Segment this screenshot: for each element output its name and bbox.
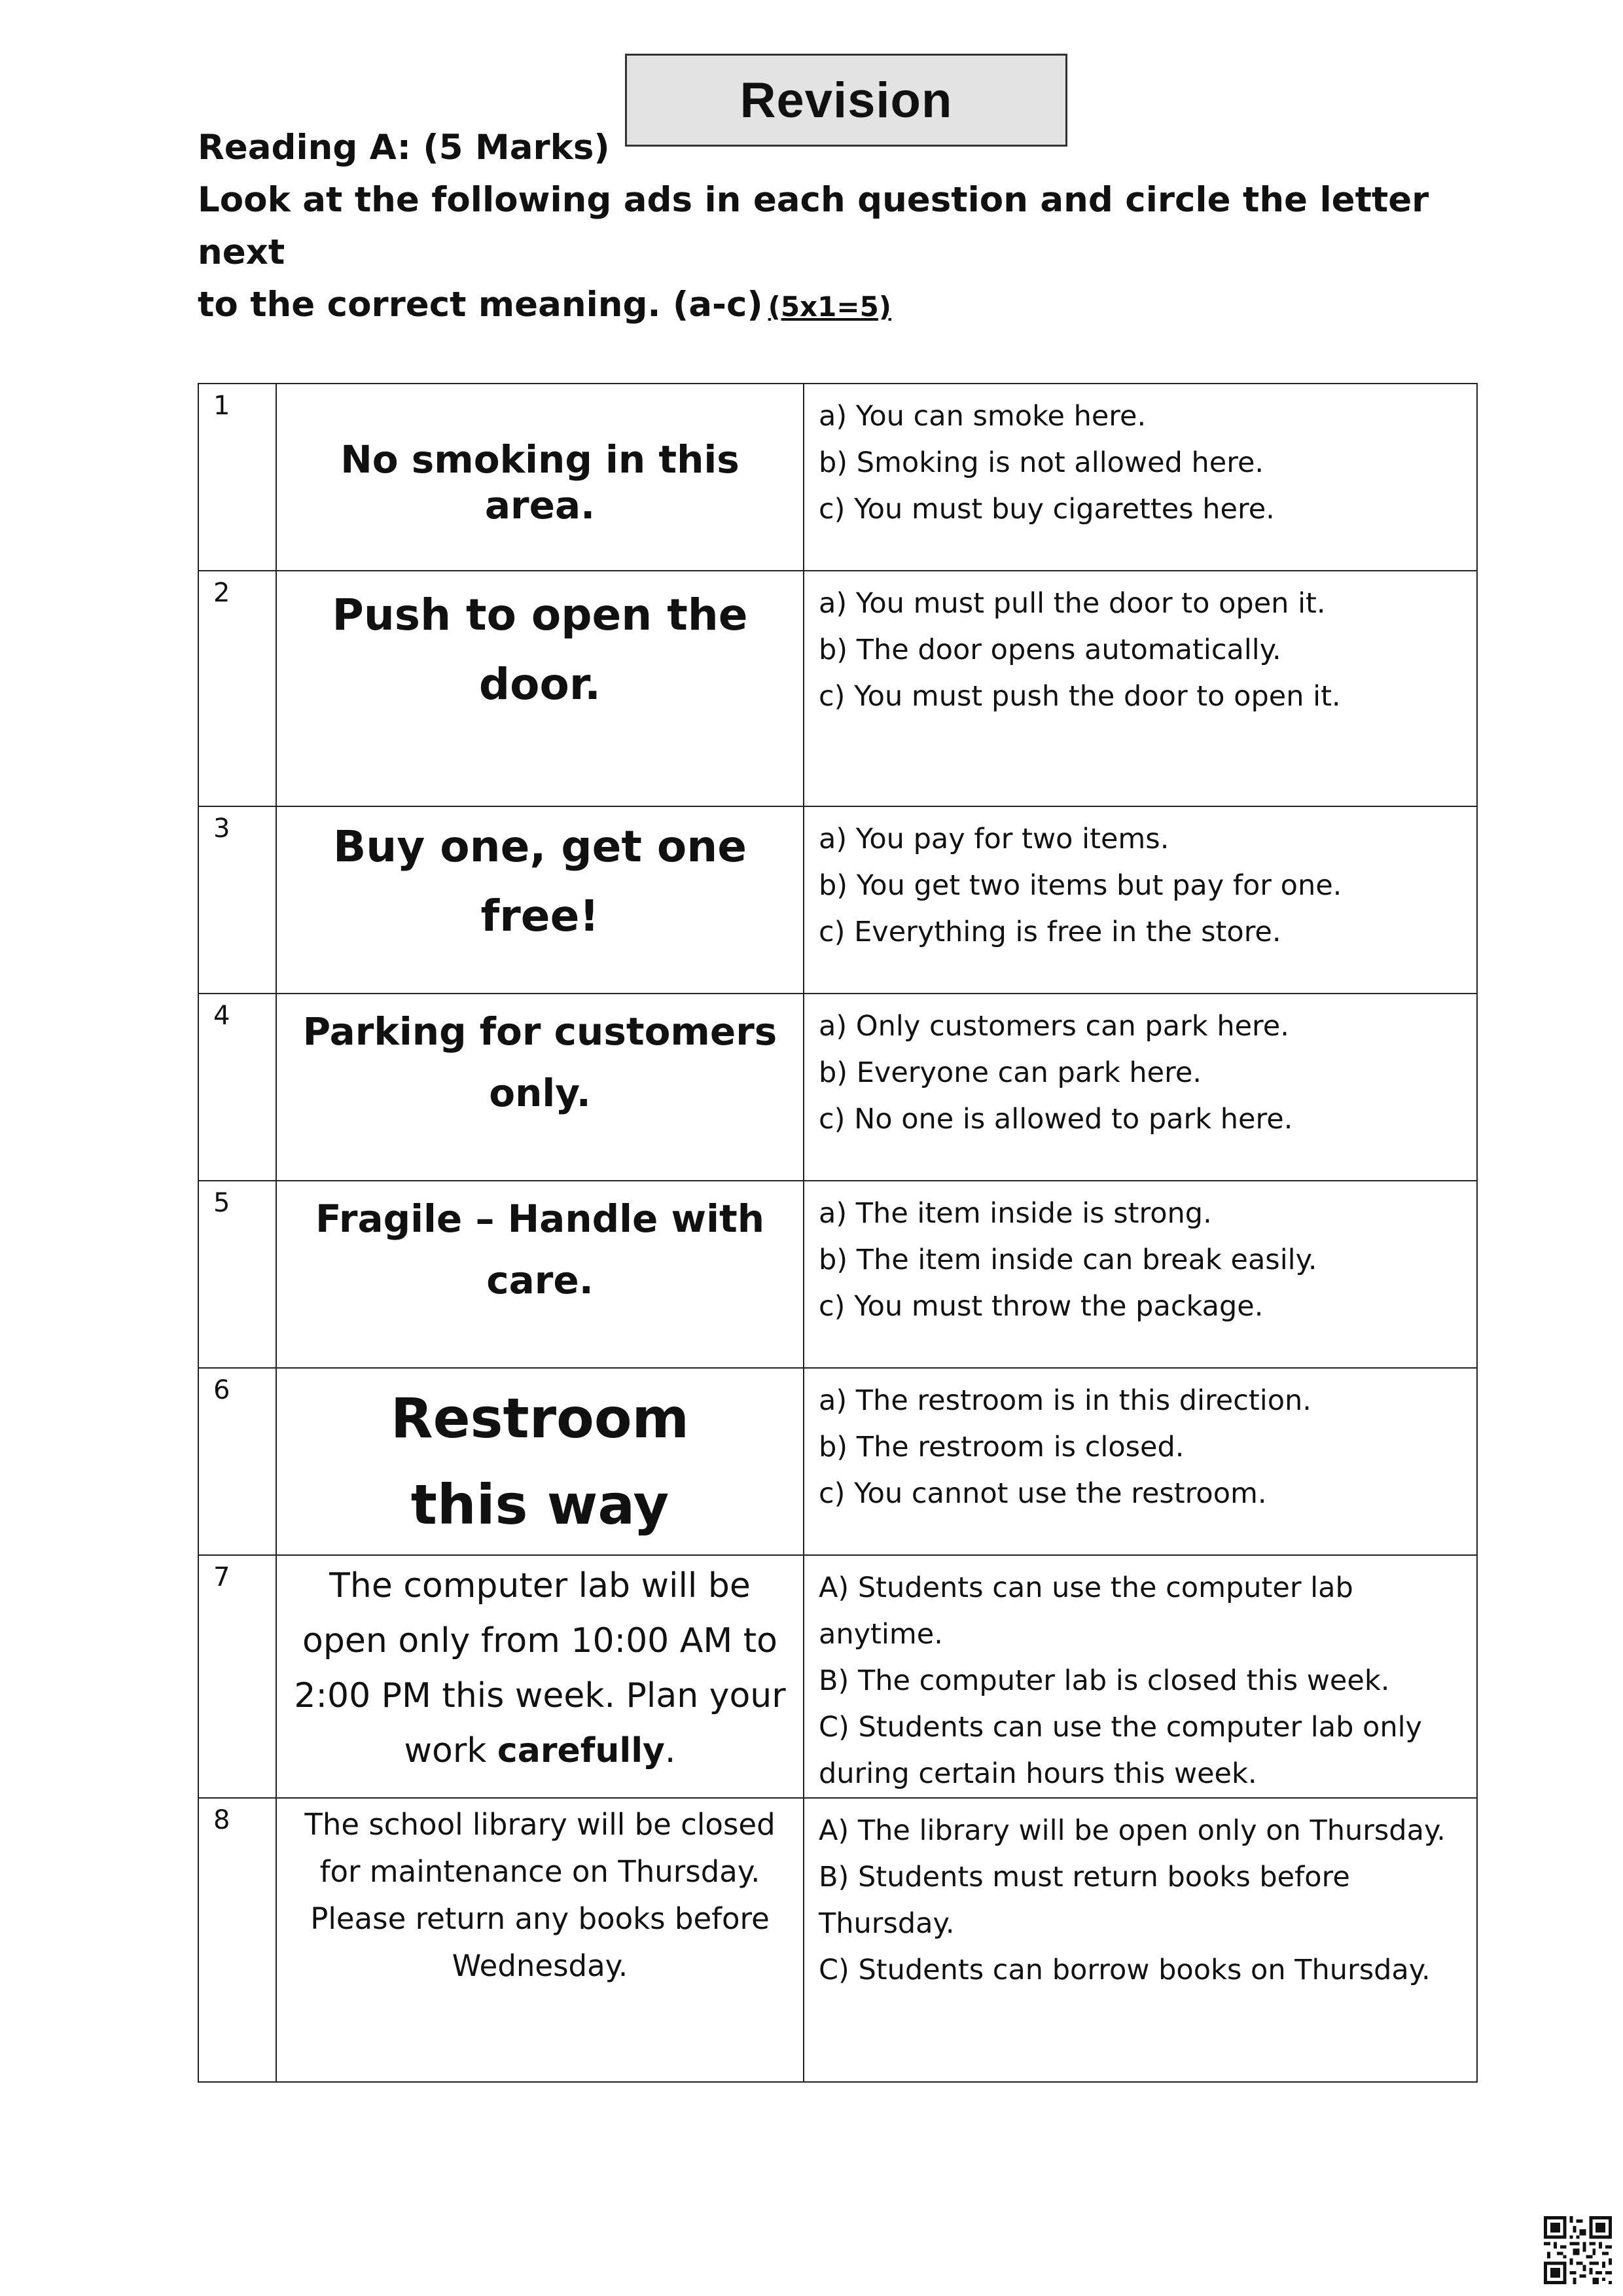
options-cell [804,571,1477,806]
option-c[interactable]: c) You cannot use the restroom. [819,1477,1267,1510]
option-b[interactable]: b) The item inside can break easily. [819,1244,1317,1276]
option-c[interactable]: c) Everything is free in the store. [819,916,1281,948]
sign-text: Parking for customers only. [302,1009,777,1115]
sign-text-line-2: this way [410,1473,669,1537]
option-c[interactable]: c) You must buy cigarettes here. [819,493,1275,526]
question-number: 3 [198,806,276,994]
option-b[interactable]: b) The restroom is closed. [819,1431,1185,1463]
option-b[interactable]: B) The computer lab is closed this week. [819,1664,1390,1697]
instructions-heading [198,122,1493,333]
sign-text-cell [276,1181,804,1368]
section-label: Reading A: (5 Marks) [198,128,610,168]
option-b[interactable]: b) Smoking is not allowed here. [819,446,1264,479]
options-cell [804,1798,1477,2082]
sign-text-cell [276,1368,804,1555]
table-row [198,994,1477,1181]
option-a[interactable]: A) The library will be open only on Thursday. [819,1814,1446,1847]
table-row [198,1798,1477,2082]
question-number: 8 [198,1798,276,2082]
option-a[interactable]: a) The item inside is strong. [819,1197,1212,1230]
sign-text: The school library will be closed for maintenance on Thursday. Please return any books before Wednesday. [304,1807,776,1983]
sign-text-cell [276,1555,804,1798]
options-cell [804,994,1477,1181]
question-number: 2 [198,571,276,806]
option-c[interactable]: C) Students can use the computer lab only during certain hours this week. [819,1711,1423,1790]
page-title: Revision [625,54,1067,147]
table-row [198,384,1477,571]
sign-text: No smoking in this area. [340,437,740,528]
option-a[interactable]: a) You must pull the door to open it. [819,587,1326,620]
table-row [198,1368,1477,1555]
marks-note: (5x1=5) [768,291,891,323]
option-b[interactable]: b) You get two items but pay for one. [819,869,1342,902]
question-number: 1 [198,384,276,571]
sign-text-line-1: Restroom [390,1386,690,1450]
sign-text-cell [276,994,804,1181]
instructions-line-2 [198,279,1493,333]
sign-text-bold: carefully [497,1731,665,1770]
option-c[interactable]: C) Students can borrow books on Thursday. [819,1954,1431,1986]
options-cell [804,1368,1477,1555]
sign-text-main: The computer lab will be open only from 10:00 AM to 2:00 PM this week. Plan your work [294,1566,786,1770]
questions-table [198,383,1478,2083]
sign-text-cell [276,806,804,994]
option-c[interactable]: c) You must throw the package. [819,1290,1264,1323]
option-a[interactable]: A) Students can use the computer lab anytime. [819,1571,1353,1651]
options-cell [804,1181,1477,1368]
option-a[interactable]: a) The restroom is in this direction. [819,1384,1311,1417]
question-number: 5 [198,1181,276,1368]
option-b[interactable]: B) Students must return books before Thursday. [819,1861,1350,1940]
instructions-line-1: Look at the following ads in each question and circle the letter next [198,180,1429,272]
question-number: 7 [198,1555,276,1798]
instructions-line-2-text: to the correct meaning. (a-c) [198,285,763,325]
sign-text [286,1558,794,1778]
table-row [198,571,1477,806]
options-cell [804,1555,1477,1798]
option-c[interactable]: c) No one is allowed to park here. [819,1103,1293,1136]
sign-text-cell [276,384,804,571]
sign-text-cell [276,571,804,806]
sign-text: Fragile – Handle with care. [315,1196,765,1302]
table-row [198,1555,1477,1798]
option-a[interactable]: a) Only customers can park here. [819,1010,1289,1043]
option-a[interactable]: a) You can smoke here. [819,400,1147,433]
sign-text: Push to open the door. [332,590,748,709]
table-row [198,806,1477,994]
sign-text: Buy one, get one free! [332,821,747,941]
options-cell [804,384,1477,571]
question-number: 4 [198,994,276,1181]
qr-code-icon [1544,2216,1612,2284]
option-a[interactable]: a) You pay for two items. [819,823,1169,855]
option-c[interactable]: c) You must push the door to open it. [819,680,1341,713]
sign-text-end: . [664,1731,676,1770]
option-b[interactable]: b) Everyone can park here. [819,1056,1202,1089]
question-number: 6 [198,1368,276,1555]
options-cell [804,806,1477,994]
sign-text-cell [276,1798,804,2082]
table-row [198,1181,1477,1368]
option-b[interactable]: b) The door opens automatically. [819,634,1281,666]
